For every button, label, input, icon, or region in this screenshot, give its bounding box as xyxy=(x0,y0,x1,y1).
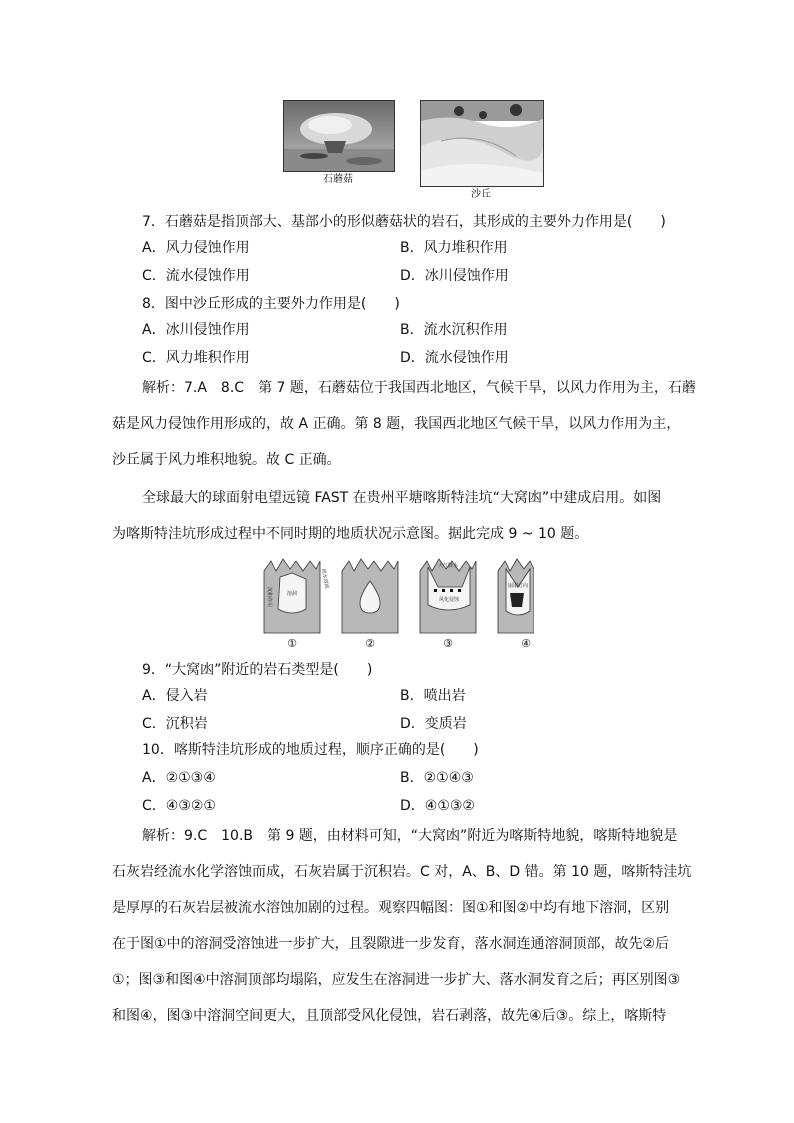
q7-option-a: A．风力侵蚀作用 xyxy=(142,240,250,256)
analysis2-line-6: 和图④，图③中溶洞空间更大，且顶部受风化侵蚀，岩石剥落，故先④后③。综上，喀斯特 xyxy=(112,1008,667,1024)
stone-mushroom-photo xyxy=(283,100,395,172)
q7-stem: 7．石蘑菇是指顶部大、基部小的形似蘑菇状的岩石，其形成的主要外力作用是( ) xyxy=(142,214,666,230)
analysis1-line-2: 菇是风力侵蚀作用形成的，故 A 正确。第 8 题，我国西北地区气候干旱，以风力作用为主， xyxy=(112,416,681,432)
karst-diagram-svg xyxy=(262,557,534,652)
label-collapse: 崩塌方向 xyxy=(507,583,529,589)
analysis2-line-1: 解析：9.C 10.B 第 9 题，由材料可知，“大窝凼”附近为喀斯特地貌，喀斯特地貌是 xyxy=(142,828,678,844)
label-dissolution: 流水溶蚀 xyxy=(320,568,330,590)
diagram-number-2: ② xyxy=(365,637,375,650)
diagram-number-1: ① xyxy=(287,637,297,650)
q7-option-b: B．风力堆积作用 xyxy=(400,240,508,256)
q10-option-d: D．④①③② xyxy=(400,798,475,814)
analysis2-line-5: ①；图③和图④中溶洞顶部均塌陷，应发生在溶洞进一步扩大、落水洞发育之后；再区别图③ xyxy=(112,972,681,988)
figure1-caption-right: 沙丘 xyxy=(471,189,491,200)
q9-option-d: D．变质岩 xyxy=(400,716,467,732)
diagram-number-4: ④ xyxy=(521,637,531,650)
label-rain: 大气降水 xyxy=(437,563,459,569)
intro2-line-2: 为喀斯特洼坑形成过程中不同时期的地质状况示意图。据此完成 9 ~ 10 题。 xyxy=(112,526,589,542)
q8-option-c: C．风力堆积作用 xyxy=(142,350,250,366)
analysis1-line-3: 沙丘属于风力堆积地貌。故 C 正确。 xyxy=(112,452,341,468)
q9-option-b: B．喷出岩 xyxy=(400,688,466,704)
q7-option-d: D．冰川侵蚀作用 xyxy=(400,268,509,284)
q7-option-c: C．流水侵蚀作用 xyxy=(142,268,250,284)
sand-dune-photo xyxy=(420,100,544,187)
figure1-caption-left: 石蘑菇 xyxy=(323,174,353,185)
analysis2-line-4: 在于图①中的溶洞受溶蚀进一步扩大，且裂隙进一步发育，落水洞连通溶洞顶部，故先②后 xyxy=(112,936,670,952)
analysis2-line-2: 石灰岩经流水化学溶蚀而成，石灰岩属于沉积岩。C 对，A、B、D 错。第 10 题，喀斯特洼坑 xyxy=(112,864,692,880)
q10-option-b: B．②①④③ xyxy=(400,770,474,786)
q10-stem: 10．喀斯特洼坑形成的地质过程，顺序正确的是( ) xyxy=(142,742,479,758)
q8-option-d: D．流水侵蚀作用 xyxy=(400,350,509,366)
analysis2-line-3: 是厚厚的石灰岩层被流水溶蚀加剧的过程。观察四幅图：图①和图②中均有地下溶洞，区别 xyxy=(112,900,670,916)
q10-option-c: C．④③②① xyxy=(142,798,216,814)
q8-stem: 8．图中沙丘形成的主要外力作用是( ) xyxy=(142,296,400,312)
diagram-number-3: ③ xyxy=(443,637,453,650)
label-deposition: 沉积作用 xyxy=(266,587,272,608)
intro2-line-1: 全球最大的球面射电望远镜 FAST 在贵州平塘喀斯特洼坑“大窝凼”中建成启用。如图 xyxy=(142,490,662,506)
label-weathering: 风化侵蚀 xyxy=(438,597,460,603)
karst-process-diagram xyxy=(262,557,534,652)
q10-option-a: A．②①③④ xyxy=(142,770,216,786)
q9-option-c: C．沉积岩 xyxy=(142,716,208,732)
q9-option-a: A．侵入岩 xyxy=(142,688,208,704)
label-cave-1: 溶洞 xyxy=(286,591,298,597)
analysis1-line-1: 解析：7.A 8.C 第 7 题，石蘑菇位于我国西北地区，气候干旱，以风力作用为主，石蘑 xyxy=(142,380,696,396)
q9-stem: 9．“大窝凼”附近的岩石类型是( ) xyxy=(142,662,373,678)
q8-option-b: B．流水沉积作用 xyxy=(400,322,508,338)
q8-option-a: A．冰川侵蚀作用 xyxy=(142,322,250,338)
